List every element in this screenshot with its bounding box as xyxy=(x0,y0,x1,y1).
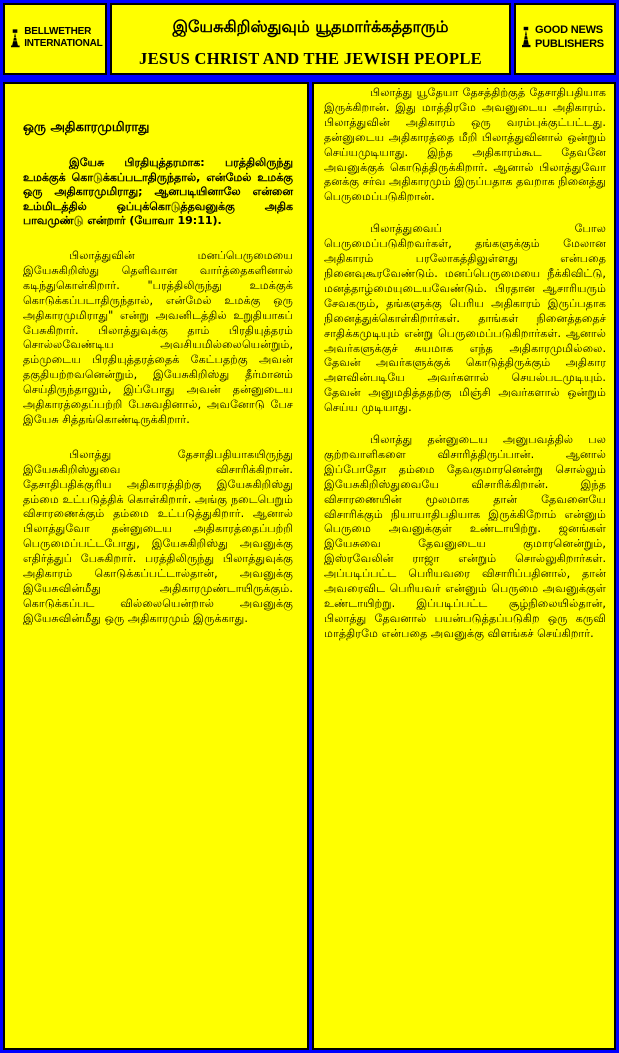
right-logo-text: GOOD NEWS PUBLISHERS xyxy=(535,24,604,50)
header-bar xyxy=(0,0,619,78)
title-box xyxy=(110,3,511,75)
paragraph: பிலாத்து தன்னுடைய அனுபவத்தில் பல குற்றவாளிகளை விசாரித்திருப்பான். ஆனால் இப்போதோ தம்மை தேவகுமாரனென்று சொல்லும் இயேசுகிறிஸ்துவையே விசாரிக்கிறான். இந்த விசாரணையின் மூலமாக தான் தேவனையே விசாரிக்கும் நியாயாதிபதியாக இருக்கிறோம் என்னும் பெருமை அவனுக்குள் உண்டாயிற்று. ஜனங்கள் இயேசுவை தேவனுடைய குமாரனென்றும், இஸ்ரவேலின் ராஜா என்றும் சொல்லுகிறார்கள். அப்படிப்பட்ட பெரியவரை விசாரிப்பதினால், தான் அவரைவிட பெரியவர் என்னும் பெருமை அவனுக்குள் உண்டாயிற்று. இப்படிப்பட்ட சூழ்நிலையில்தான், பிலாத்து தேவனால் பயன்படுத்தப்படுகிற ஒரு கருவி மாத்திரமே என்பதை அவனுக்கு விளங்கச் செய்கிறார். xyxy=(324,433,606,640)
right-column xyxy=(312,82,616,1050)
left-logo-text: BELLWETHER INTERNATIONAL xyxy=(24,26,103,49)
section-heading: ஒரு அதிகாரமுமிராது xyxy=(23,120,150,135)
paragraph: பிலாத்து தேசாதிபதியாகயிருந்து இயேசுகிறிஸ்துவை விசாரிக்கிறான். தேசாதிபதிக்குரிய அதிகாரத்திற்கு இயேசுகிறிஸ்து தம்மை உட்படுத்திக் கொள்கிறார். அங்கு நடைபெறும் விசாரணைக்கும் தம்மை உட்படுத்துகிறார். ஆனால் பிலாத்துவோ தன்னுடைய அதிகாரத்தைப்பற்றி பெருமைப்பட்டபோது, இயேசுகிறிஸ்து அவனுக்கு எதிர்த்துப் பேசுகிறார். பரத்திலிருந்து பிலாத்துவுக்கு அதிகாரம் கொடுக்கப்பட்டால்தான், அவனுக்கு இயேசுவின்மீது அதிகாரமுண்டாயிருக்கும். கொடுக்கப்பட வில்லையென்றால் அவனுக்கு இயேசுவின்மீது ஒரு அதிகாரமும் இருக்காது. xyxy=(23,447,293,625)
title-tamil: இயேசுகிறிஸ்துவும் யூதமார்க்கத்தாரும் xyxy=(172,17,449,36)
bellwether-logo-icon xyxy=(11,21,20,55)
paragraph: பிலாத்துவைப் போல பெருமைப்படுகிறவர்கள், தங்களுக்கும் மேலான அதிகாரம் பரலோகத்திலுள்ளது என்பதை நினைவுகூரவேண்டும். மனப்பெருமையை நீக்கிவிட்டு, மனத்தாழ்மையுடையவேண்டும். பிரதான ஆசாரியரும் சேவகரும், தங்களுக்கு பெரிய அதிகாரம் இருப்பதாக நினைத்துக்கொள்கிறார்கள். தாங்கள் நினைத்ததைச் சாதிக்கமுடியும் என்று பெருமைப்படுகிறார்கள். ஆனால் அவர்களுக்குச் சுயமாக எந்த அதிகாரமுமில்லை. தேவன் அவர்களுக்குக் கொடுத்திருக்கும் அதிகார அளவின்படியே அவர்களால் செயல்படமுடியும். தேவன் அனுமதித்ததற்கு மிஞ்சி அவர்களால் ஒன்றும் செய்ய முடியாது. xyxy=(324,222,606,415)
left-column xyxy=(3,82,309,1050)
left-logo-box xyxy=(3,3,107,75)
good-news-logo xyxy=(522,17,614,57)
title-english: JESUS CHRIST AND THE JEWISH PEOPLE xyxy=(139,49,482,68)
right-logo-box xyxy=(514,3,616,75)
paragraph: பிலாத்துவின் மனப்பெருமையை இயேசுகிறிஸ்து தெளிவான வார்த்தைகளினால் கடிந்துகொள்கிறார். "பரத்திலிருந்து உமக்குக் கொடுக்கப்படாதிருந்தால், என்மேல் உமக்கு ஒரு அதிகாரமுமிராது" என்று அவனிடத்தில் உறுதியாகப் பேசுகிறார். பிலாத்துவுக்கு தாம் பிரதியுத்தரம் சொல்லவேண்டிய அவசியமில்லையென்றும், தம்முடைய பிரதியுத்தரத்தைக் கேட்பதற்கு அவன் தகுதியற்றவனென்றும், இயேசுகிறிஸ்து தீர்மானம் செய்திருந்தாலும், இப்போது அவன் தன்னுடைய அதிகாரத்தைப்பற்றி பேசுவதினால், அவனோடு பேச இயேசு சித்தங்கொண்டிருக்கிறார். xyxy=(23,248,293,426)
scripture-quote: இயேசு பிரதியுத்தரமாக: பரத்திலிருந்து உமக்குக் கொடுக்கப்படாதிருந்தால், என்மேல் உமக்கு ஒரு அதிகாரமுமிராது; ஆனபடியினாலே என்னை உம்மிடத்தில் ஒப்புக்கொடுத்தவனுக்கு அதிக பாவமுண்டு என்றார் (யோவா 19:11). xyxy=(23,156,293,228)
good-news-logo-icon xyxy=(522,17,531,57)
paragraph: பிலாத்து யூதேயா தேசத்திற்குத் தேசாதிபதியாக இருக்கிறான். இது மாத்திரமே அவனுடைய அதிகாரம். பிலாத்துவின் அதிகாரம் ஒரு வரம்புக்குட்பட்டது. தன்னுடைய அதிகாரத்தை மீறி பிலாத்துவினால் ஒன்றும் செய்யமுடியாது. இந்த அதிகாரம்கூட தேவனே அவனுக்குக் கொடுத்திருக்கிறார். ஆனால் பிலாத்துவோ தனக்கு சர்வ அதிகாரமும் இருப்பதாக தவறாக நினைத்து பெருமைப்படுகிறான். xyxy=(324,86,606,204)
bellwether-logo xyxy=(11,21,109,55)
